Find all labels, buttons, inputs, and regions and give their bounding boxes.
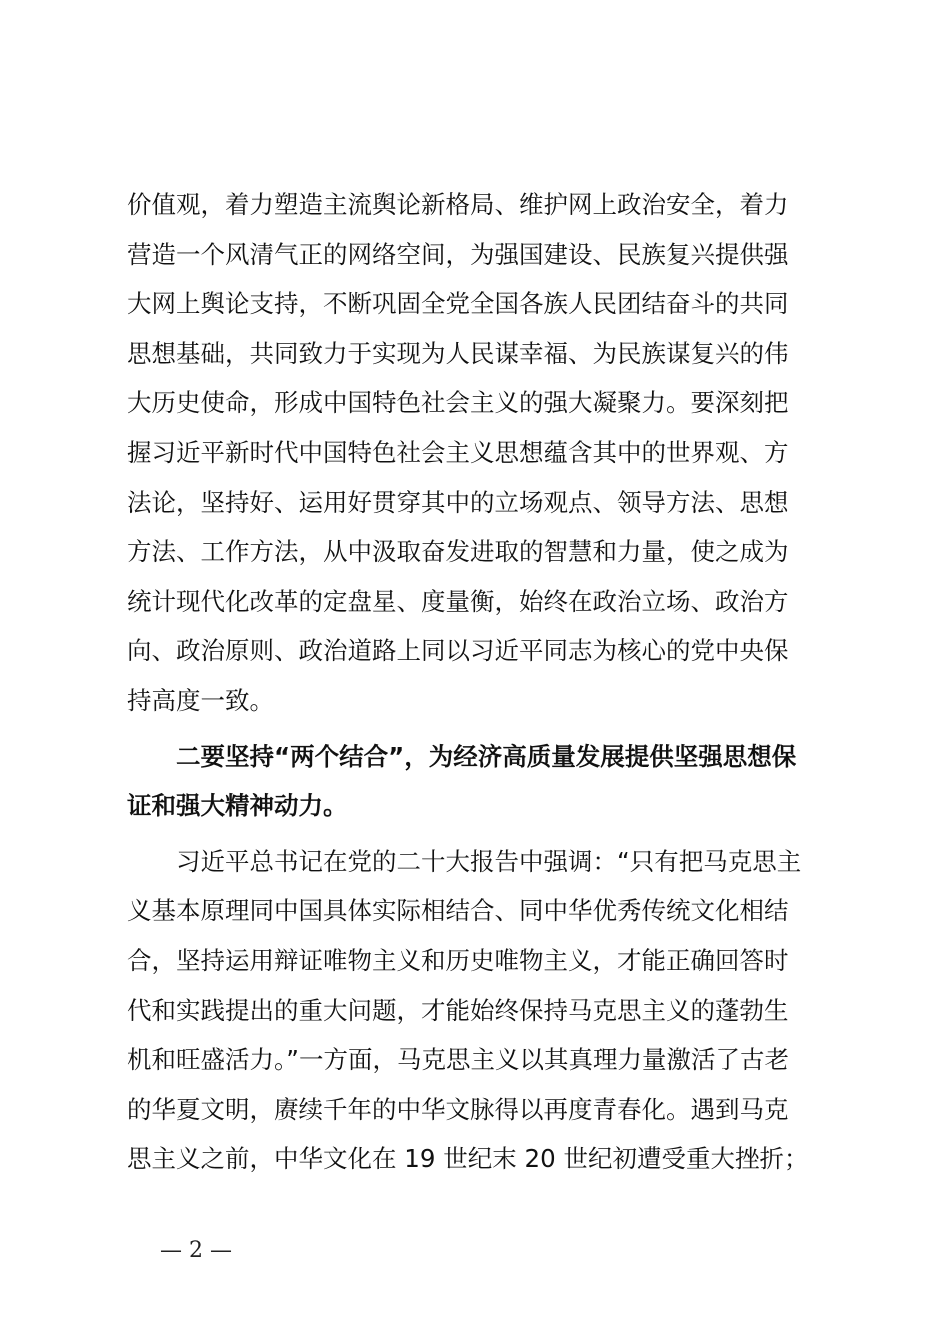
document-body	[127, 180, 832, 1184]
paragraph-line: 方法、工作方法，从中汲取奋发进取的智慧和力量，使之成为	[127, 537, 789, 567]
paragraph-line: 代和实践提出的重大问题，才能始终保持马克思主义的蓬勃生	[127, 995, 789, 1025]
paragraph-line: 的华夏文明，赓续千年的中华文脉得以再度青春化。遇到马克	[127, 1094, 789, 1124]
paragraph-line: 法论，坚持好、运用好贯穿其中的立场观点、领导方法、思想	[127, 487, 789, 517]
paragraph-line: 营造一个风清气正的网络空间，为强国建设、民族复兴提供强	[127, 239, 789, 269]
page-number: — 2 —	[160, 1238, 232, 1263]
paragraph-line: 合，坚持运用辩证唯物主义和历史唯物主义，才能正确回答时	[127, 945, 789, 975]
paragraph-line: 思主义之前，中华文化在 19 世纪末 20 世纪初遭受重大挫折；	[127, 1144, 809, 1174]
paragraph-2	[127, 837, 832, 1184]
paragraph-line: 统计现代化改革的定盘星、度量衡，始终在政治立场、政治方	[127, 586, 789, 616]
paragraph-line: 握习近平新时代中国特色社会主义思想蕴含其中的世界观、方	[127, 437, 789, 467]
paragraph-line: 大网上舆论支持，不断巩固全党全国各族人民团结奋斗的共同	[127, 289, 789, 319]
paragraph-line: 价值观，着力塑造主流舆论新格局、维护网上政治安全，着力	[127, 190, 789, 219]
heading-line: 证和强大精神动力。	[127, 791, 348, 821]
heading-line: 二要坚持“两个结合”，为经济高质量发展提供坚强思想保	[176, 741, 797, 771]
section-heading	[127, 732, 832, 831]
paragraph-line: 向、政治原则、政治道路上同以习近平同志为核心的党中央保	[127, 636, 789, 666]
paragraph-1	[127, 180, 832, 726]
paragraph-line: 机和旺盛活力。”一方面，马克思主义以其真理力量激活了古老	[127, 1045, 789, 1075]
paragraph-line: 大历史使命，形成中国特色社会主义的强大凝聚力。要深刻把	[127, 388, 789, 418]
paragraph-line: 持高度一致。	[127, 685, 274, 715]
paragraph-line: 义基本原理同中国具体实际相结合、同中华优秀传统文化相结	[127, 896, 789, 926]
paragraph-line: 习近平总书记在党的二十大报告中强调：“只有把马克思主	[176, 846, 802, 876]
paragraph-line: 思想基础，共同致力于实现为人民谋幸福、为民族谋复兴的伟	[127, 338, 789, 368]
